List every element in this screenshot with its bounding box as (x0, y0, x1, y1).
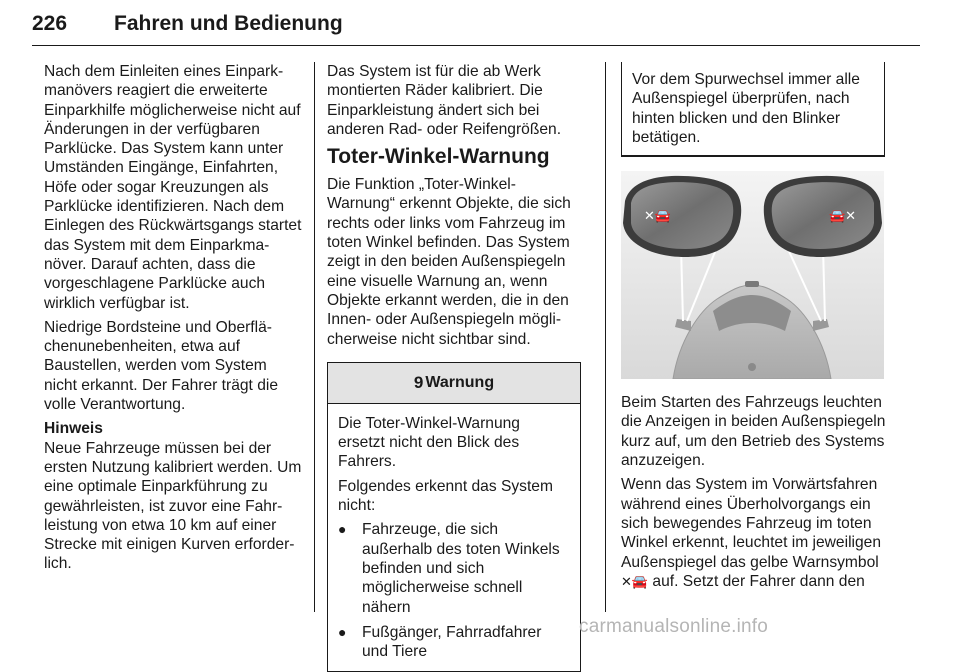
section-title: Fahren und Bedienung (114, 12, 343, 35)
list-item (338, 623, 570, 662)
paragraph-calibration: Das System ist für die ab Werk montierten Räder kalibriert. Die Einparkleistung ändert sich bei anderen Rad- oder Reifengrößen. (327, 63, 562, 138)
right-mirror-warning-icon: 🚘✕ (829, 208, 857, 224)
note-text: Neue Fahrzeuge müssen bei der ersten Nutzung kalibriert werden. Um eine optimale Einparkführung zu gewährleisten, ist zuvor eine Fahrleistung von etwa 10 km auf einer Strecke mit einigen Kurven erforderlich. (44, 439, 302, 573)
warning-symbol-icon: ✕🚘 (621, 573, 649, 589)
warning-title: Warnung (425, 374, 495, 392)
paragraph-low-curbs: Niedrige Bordsteine und Oberflächenunebenheiten, etwa auf Baustellen, werden vom System nicht erkannt. Der Fahrer trägt die volle Verantwortung. (44, 318, 279, 414)
paragraph-blind-spot-intro: Die Funktion „Toter-Winkel-Warnung“ erkennt Objekte, die sich rechts oder links vom Fahrzeug im toten Winkel befinden. Das System zeigt in den beiden Außenspiegeln eine visuelle Warnung an, wenn Objekte erkannt werden, die in den Innen- oder Außenspiegeln möglicherweise nicht sichtbar sind. (327, 176, 571, 348)
column-divider-2 (605, 62, 606, 612)
page-number: 226 (32, 12, 68, 35)
column-middle (327, 62, 581, 672)
caution-note-box (621, 62, 885, 157)
watermark: carmanualsonline.info (579, 616, 769, 637)
paragraph-parking-maneuver: Nach dem Einleiten eines Einparkmanövers reagiert die erweiterte Einparkhilfe möglicherweise nicht auf Änderungen in der verfügbaren Parklücke. Das System kann unter Umständen Eingänge, Einfahrten, Höfe oder sogar Kreuzungen als Parklücke identifizieren. Nach dem Einlegen des Rückwärtsgangs startet das System mit dem Einparkmanöver. Darauf achten, dass die vorgeschlagene Parklücke auch wirklich verfügbar ist. (44, 63, 302, 312)
bullet-icon: ● (338, 623, 347, 640)
list-item (338, 520, 570, 616)
left-mirror-warning-icon: ✕🚘 (644, 208, 672, 224)
after-figure-text (621, 393, 886, 591)
warning-header (328, 363, 580, 404)
list-item-text: Fahrzeuge, die sich außerhalb des toten Winkels befinden und sich möglicherweise schnell nähern (362, 521, 560, 616)
warning-box (327, 362, 581, 672)
column-divider-1 (314, 62, 315, 612)
heading-blind-spot: Toter-Winkel-Warnung (327, 145, 550, 169)
bullet-icon: ● (338, 521, 347, 538)
warning-text-1: Die Toter-Winkel-Warnung ersetzt nicht den Blick des Fahrers. (338, 414, 520, 471)
paragraph-overtaking-warning: Wenn das System im Vorwärtsfahren während eines Überholvorgangs ein sich bewegendes Fahrzeug im toten Winkel erkennt, leuchtet im jeweiligen Außenspiegel das gelbe Warnsymbol ✕🚘 auf. Setzt der Fahrer dann den (621, 476, 882, 590)
note-title: Hinweis (44, 420, 103, 438)
caution-note-text: Vor dem Spurwechsel immer alle Außenspiegel überprüfen, nach hinten blicken und den Blinker betätigen. (632, 71, 860, 146)
warning-text-2: Folgendes erkennt das System nicht: (338, 477, 553, 515)
column-left (44, 62, 302, 579)
page-header (32, 12, 920, 48)
list-item-text: Fußgänger, Fahrradfahrer und Tiere (362, 623, 542, 661)
warning-body (328, 404, 580, 672)
column-right (621, 62, 886, 596)
header-divider (32, 45, 920, 46)
mirror-illustration-svg (621, 171, 884, 379)
paragraph-startup-indicator: Beim Starten des Fahrzeugs leuchten die Anzeigen in beiden Außenspiegeln kurz auf, um den Betrieb des Systems anzuzeigen. (621, 394, 886, 470)
blind-spot-mirror-illustration (621, 171, 884, 379)
warning-icon: 9 (413, 373, 424, 393)
